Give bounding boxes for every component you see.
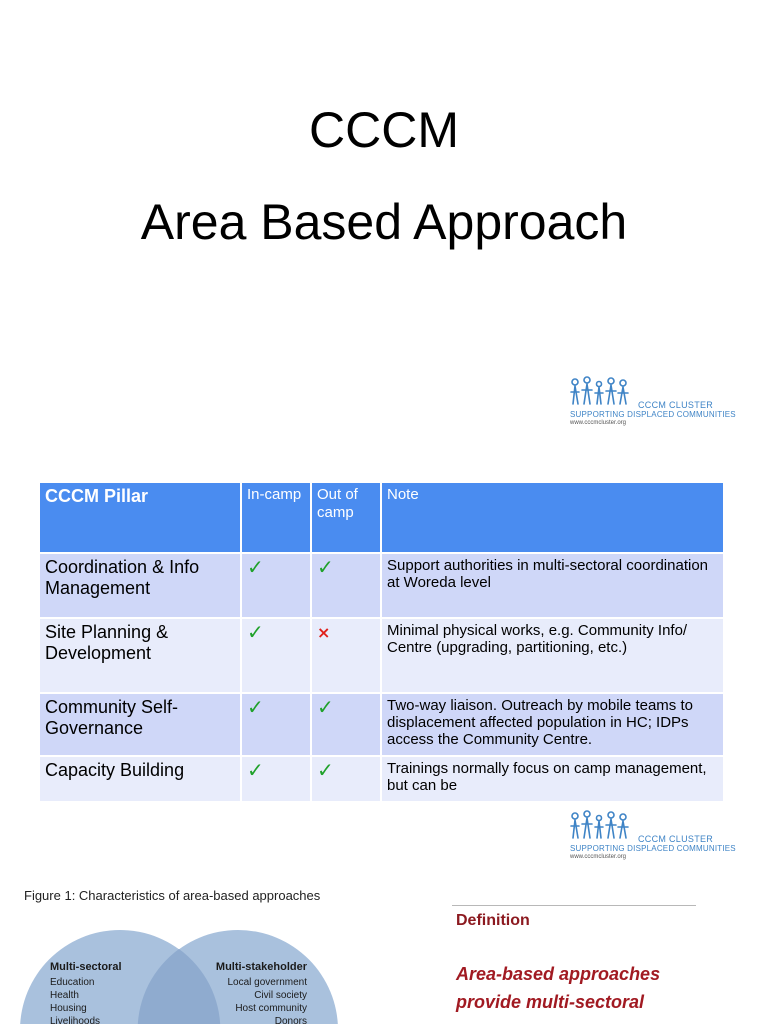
note-cell: Minimal physical works, e.g. Community Info/ Centre (upgrading, partitioning, etc.)	[381, 618, 724, 693]
cccm-cluster-logo	[570, 376, 736, 428]
people-figures-icon	[570, 810, 632, 840]
check-icon: ✓	[247, 620, 264, 644]
figure-caption: Figure 1: Characteristics of area-based approaches	[24, 888, 321, 903]
logo-name: CCCM CLUSTER	[638, 400, 714, 410]
cross-icon: ×	[317, 623, 331, 642]
header-in-camp: In-camp	[241, 482, 311, 553]
venn-right-item: Host community	[235, 1003, 307, 1014]
pillar-table	[38, 481, 725, 803]
people-figures-icon	[570, 376, 632, 406]
title-line-2: Area Based Approach	[140, 194, 628, 250]
definition-divider	[452, 905, 696, 906]
venn-diagram	[20, 920, 350, 1024]
definition-line: Area-based approaches	[456, 964, 661, 984]
pillar-cell: Capacity Building	[39, 756, 241, 802]
definition-text	[456, 960, 756, 1016]
cccm-cluster-logo	[570, 810, 736, 862]
venn-right-item: Donors	[274, 1016, 307, 1024]
definition-line: provide multi-sectoral	[456, 992, 645, 1012]
check-icon: ✓	[247, 695, 264, 719]
check-icon: ✓	[247, 555, 264, 579]
check-icon: ✓	[317, 758, 334, 782]
venn-right-item: Civil society	[254, 990, 307, 1001]
header-note: Note	[381, 482, 724, 553]
note-cell: Two-way liaison. Outreach by mobile teams to displacement affected population in HC; IDPs access the Community Centre.	[381, 693, 724, 756]
logo-url: www.cccmcluster.org	[570, 854, 627, 860]
venn-right-item: Local government	[227, 977, 307, 988]
check-icon: ✓	[317, 695, 334, 719]
table-row	[39, 693, 724, 756]
logo-tagline: SUPPORTING DISPLACED COMMUNITIES	[570, 410, 736, 419]
pillar-cell: Community Self-Governance	[39, 693, 241, 756]
venn-left-item: Education	[50, 977, 95, 988]
logo-tagline: SUPPORTING DISPLACED COMMUNITIES	[570, 844, 736, 853]
definition-heading: Definition	[456, 912, 530, 929]
check-icon: ✓	[317, 555, 334, 579]
table-row	[39, 618, 724, 693]
table-row	[39, 553, 724, 618]
note-cell: Trainings normally focus on camp management, but can be	[381, 756, 724, 802]
table-row	[39, 756, 724, 802]
venn-right-title: Multi-stakeholder	[215, 961, 307, 973]
venn-left-item: Housing	[50, 1003, 87, 1014]
header-out-of-camp: Out of camp	[311, 482, 381, 553]
table-header-row	[39, 482, 724, 553]
venn-left-item: Livelihoods	[50, 1016, 101, 1024]
pillar-cell: Coordination & Info Management	[39, 553, 241, 618]
pillar-cell: Site Planning & Development	[39, 618, 241, 693]
venn-left-title: Multi-sectoral	[50, 961, 122, 973]
venn-left-item: Health	[50, 990, 79, 1001]
logo-url: www.cccmcluster.org	[570, 420, 627, 426]
check-icon: ✓	[247, 758, 264, 782]
note-cell: Support authorities in multi-sectoral coordination at Woreda level	[381, 553, 724, 618]
logo-name: CCCM CLUSTER	[638, 834, 714, 844]
header-pillar: CCCM Pillar	[39, 482, 241, 553]
title-line-1: CCCM	[309, 102, 459, 158]
